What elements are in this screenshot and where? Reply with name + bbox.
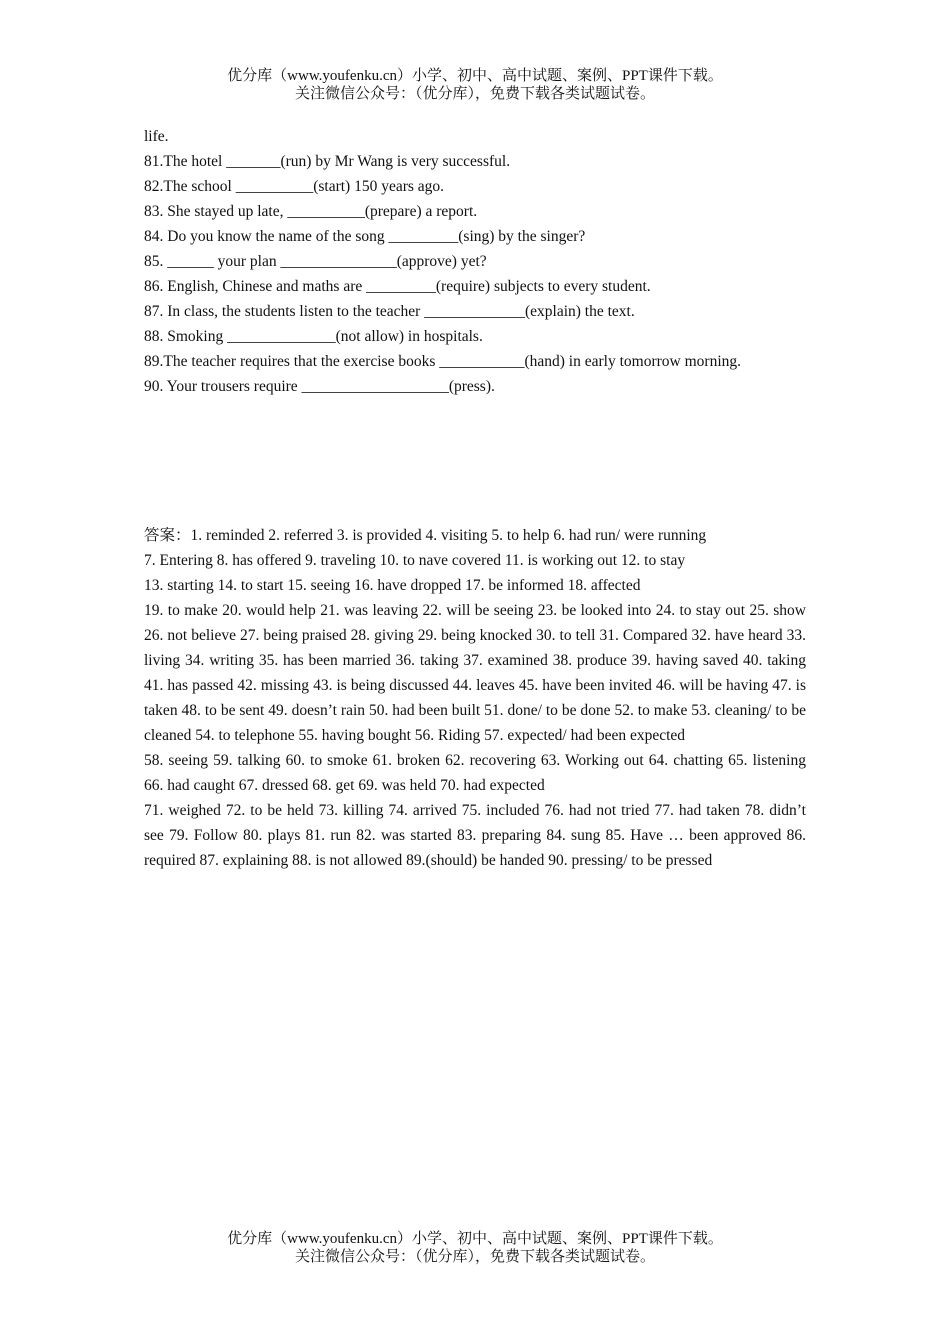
question-89: 89.The teacher requires that the exercise books ___________(hand) in early tomorrow morning. <box>144 353 741 370</box>
question-88: 88. Smoking ______________(not allow) in hospitals. <box>144 328 483 345</box>
page-footer <box>0 1230 950 1266</box>
answer-paragraph-3: 13. starting 14. to start 15. seeing 16. have dropped 17. be informed 18. affected <box>144 577 641 594</box>
question-85: 85. ______ your plan _______________(approve) yet? <box>144 253 487 270</box>
answer-paragraph-6: 71. weighed 72. to be held 73. killing 74. arrived 75. included 76. had not tried 77. had taken 78. didn’t see 79. Follow 80. plays 81. run 82. was started 83. preparing 84. sung 85. Have … been approved 86. required 87. explaining 88. is not allowed 89.(should) be handed 90. pressing/ to be pressed <box>144 802 806 869</box>
question-84: 84. Do you know the name of the song _________(sing) by the singer? <box>144 228 586 245</box>
question-81: 81.The hotel _______(run) by Mr Wang is very successful. <box>144 153 511 170</box>
question-82: 82.The school __________(start) 150 years ago. <box>144 178 445 195</box>
footer-line-1: 优分库（www.youfenku.cn）小学、初中、高中试题、案例、PPT课件下载。 <box>227 1231 723 1247</box>
header-line-2: 关注微信公众号：（优分库），免费下载各类试题试卷。 <box>294 86 655 102</box>
question-86: 86. English, Chinese and maths are _________(require) subjects to every student. <box>144 278 651 295</box>
answer-paragraph-2: 7. Entering 8. has offered 9. traveling 10. to nave covered 11. is working out 12. to stay <box>144 552 686 569</box>
answer-paragraph-1: 答案：1. reminded 2. referred 3. is provided 4. visiting 5. to help 6. had run/ were running <box>144 527 707 544</box>
question-90: 90. Your trousers require ___________________(press). <box>144 378 495 395</box>
question-83: 83. She stayed up late, __________(prepare) a report. <box>144 203 478 220</box>
exercise-list <box>144 124 806 399</box>
answer-paragraph-4: 19. to make 20. would help 21. was leaving 22. will be seeing 23. be looked into 24. to stay out 25. show 26. not believe 27. being praised 28. giving 29. being knocked 30. to tell 31. Compared 32. have heard 33. living 34. writing 35. has been married 36. taking 37. examined 38. produce 39. having saved 40. taking 41. has passed 42. missing 43. is being discussed 44. leaves 45. have been invited 46. will be having 47. is taken 48. to be sent 49. doesn’t rain 50. had been built 51. done/ to be done 52. to make 53. cleaning/ to be cleaned 54. to telephone 55. having bought 56. Riding 57. expected/ had been expected <box>144 602 806 744</box>
question-continuation: life. <box>144 128 169 145</box>
page-header <box>0 67 950 103</box>
header-line-1: 优分库（www.youfenku.cn）小学、初中、高中试题、案例、PPT课件下载。 <box>227 68 723 84</box>
answer-paragraph-5: 58. seeing 59. talking 60. to smoke 61. broken 62. recovering 63. Working out 64. chatting 65. listening 66. had caught 67. dressed 68. get 69. was held 70. had expected <box>144 752 806 794</box>
question-87: 87. In class, the students listen to the teacher _____________(explain) the text. <box>144 303 635 320</box>
footer-line-2: 关注微信公众号：（优分库），免费下载各类试题试卷。 <box>294 1249 655 1265</box>
answer-key <box>144 523 806 873</box>
